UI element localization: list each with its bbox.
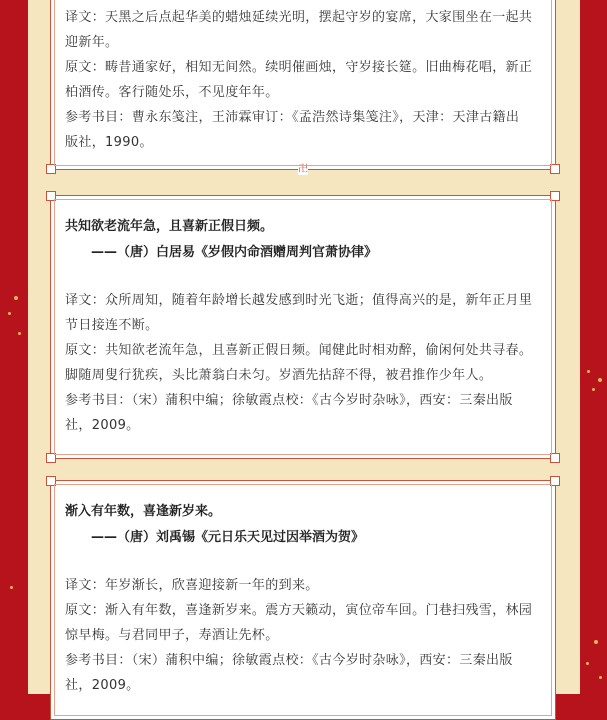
knot-ornament-icon: 卍 <box>298 164 308 175</box>
card-corner <box>550 476 560 486</box>
gold-speckle <box>8 312 11 315</box>
poem-card-2 <box>50 195 556 459</box>
poem-quote: 渐入有年数，喜逢新岁来。 <box>65 504 222 519</box>
card-body <box>65 5 543 155</box>
gold-speckle <box>598 378 602 382</box>
translation-line: 译文：众所周知，随着年龄增长越发感到时光飞逝；值得高兴的是，新年正月里 <box>65 293 533 308</box>
card-corner <box>46 476 56 486</box>
card-corner <box>550 164 560 174</box>
gold-speckle <box>599 676 602 679</box>
original-text-line: 惊早梅。与君同甲子，寿酒让先杯。 <box>65 628 279 643</box>
reference-line: 参考书目：（宋）蒲积中编；徐敏霞点校：《古今岁时杂咏》，西安：三秦出版 <box>65 393 513 408</box>
gold-speckle <box>586 662 589 665</box>
card-corner <box>46 453 56 463</box>
reference-line: 社，2009。 <box>65 418 140 433</box>
card-corner <box>46 164 56 174</box>
translation-line: 节日接连不断。 <box>65 318 159 333</box>
gold-speckle <box>18 332 21 335</box>
gold-speckle <box>14 296 18 300</box>
gold-speckle <box>594 640 598 644</box>
reference-line: 参考书目：曹永东笺注，王沛霖审订：《孟浩然诗集笺注》，天津：天津古籍出 <box>65 110 520 125</box>
translation-line: 译文：年岁渐长，欣喜迎接新一年的到来。 <box>65 578 319 593</box>
gold-speckle <box>592 388 595 391</box>
poem-quote: 共知欲老流年急，且喜新正假日频。 <box>65 219 274 234</box>
original-text-line: 柏酒传。客行随处乐，不见度年年。 <box>65 85 279 100</box>
reference-line: 社，2009。 <box>65 678 140 693</box>
card-corner <box>46 191 56 201</box>
card-corner <box>550 453 560 463</box>
card-corner <box>550 191 560 201</box>
card-body <box>65 214 543 438</box>
card-body <box>65 499 543 698</box>
poem-attribution: ——（唐）刘禹锡《元日乐天见过因举酒为贺》 <box>91 530 365 545</box>
translation-line: 译文：天黑之后点起华美的蜡烛延续光明，摆起守岁的宴席，大家围坐在一起共 <box>65 10 533 25</box>
poem-card-3 <box>50 480 556 720</box>
original-text-line: 原文：渐入有年数，喜逢新岁来。震方天籁动，寅位帝车回。门巷扫残雪，林园 <box>65 603 533 618</box>
original-text-line: 原文：共知欲老流年急，且喜新正假日频。闻健此时相劝醉，偷闲何处共寻春。 <box>65 343 533 358</box>
reference-line: 版社，1990。 <box>65 135 153 150</box>
reference-line: 参考书目：（宋）蒲积中编；徐敏霞点校：《古今岁时杂咏》，西安：三秦出版 <box>65 653 513 668</box>
poem-card-1 <box>50 0 556 175</box>
gold-speckle <box>10 586 13 589</box>
original-text-line: 原文：畴昔通家好，相知无间然。续明催画烛，守岁接长筵。旧曲梅花唱，新正 <box>65 60 533 75</box>
gold-speckle <box>587 370 590 373</box>
poem-attribution: ——（唐）白居易《岁假内命酒赠周判官萧协律》 <box>91 245 378 260</box>
original-text-line: 脚随周叟行犹疾，头比萧翁白未匀。岁酒先拈辞不得，被君推作少年人。 <box>65 368 493 383</box>
translation-line: 迎新年。 <box>65 35 119 50</box>
